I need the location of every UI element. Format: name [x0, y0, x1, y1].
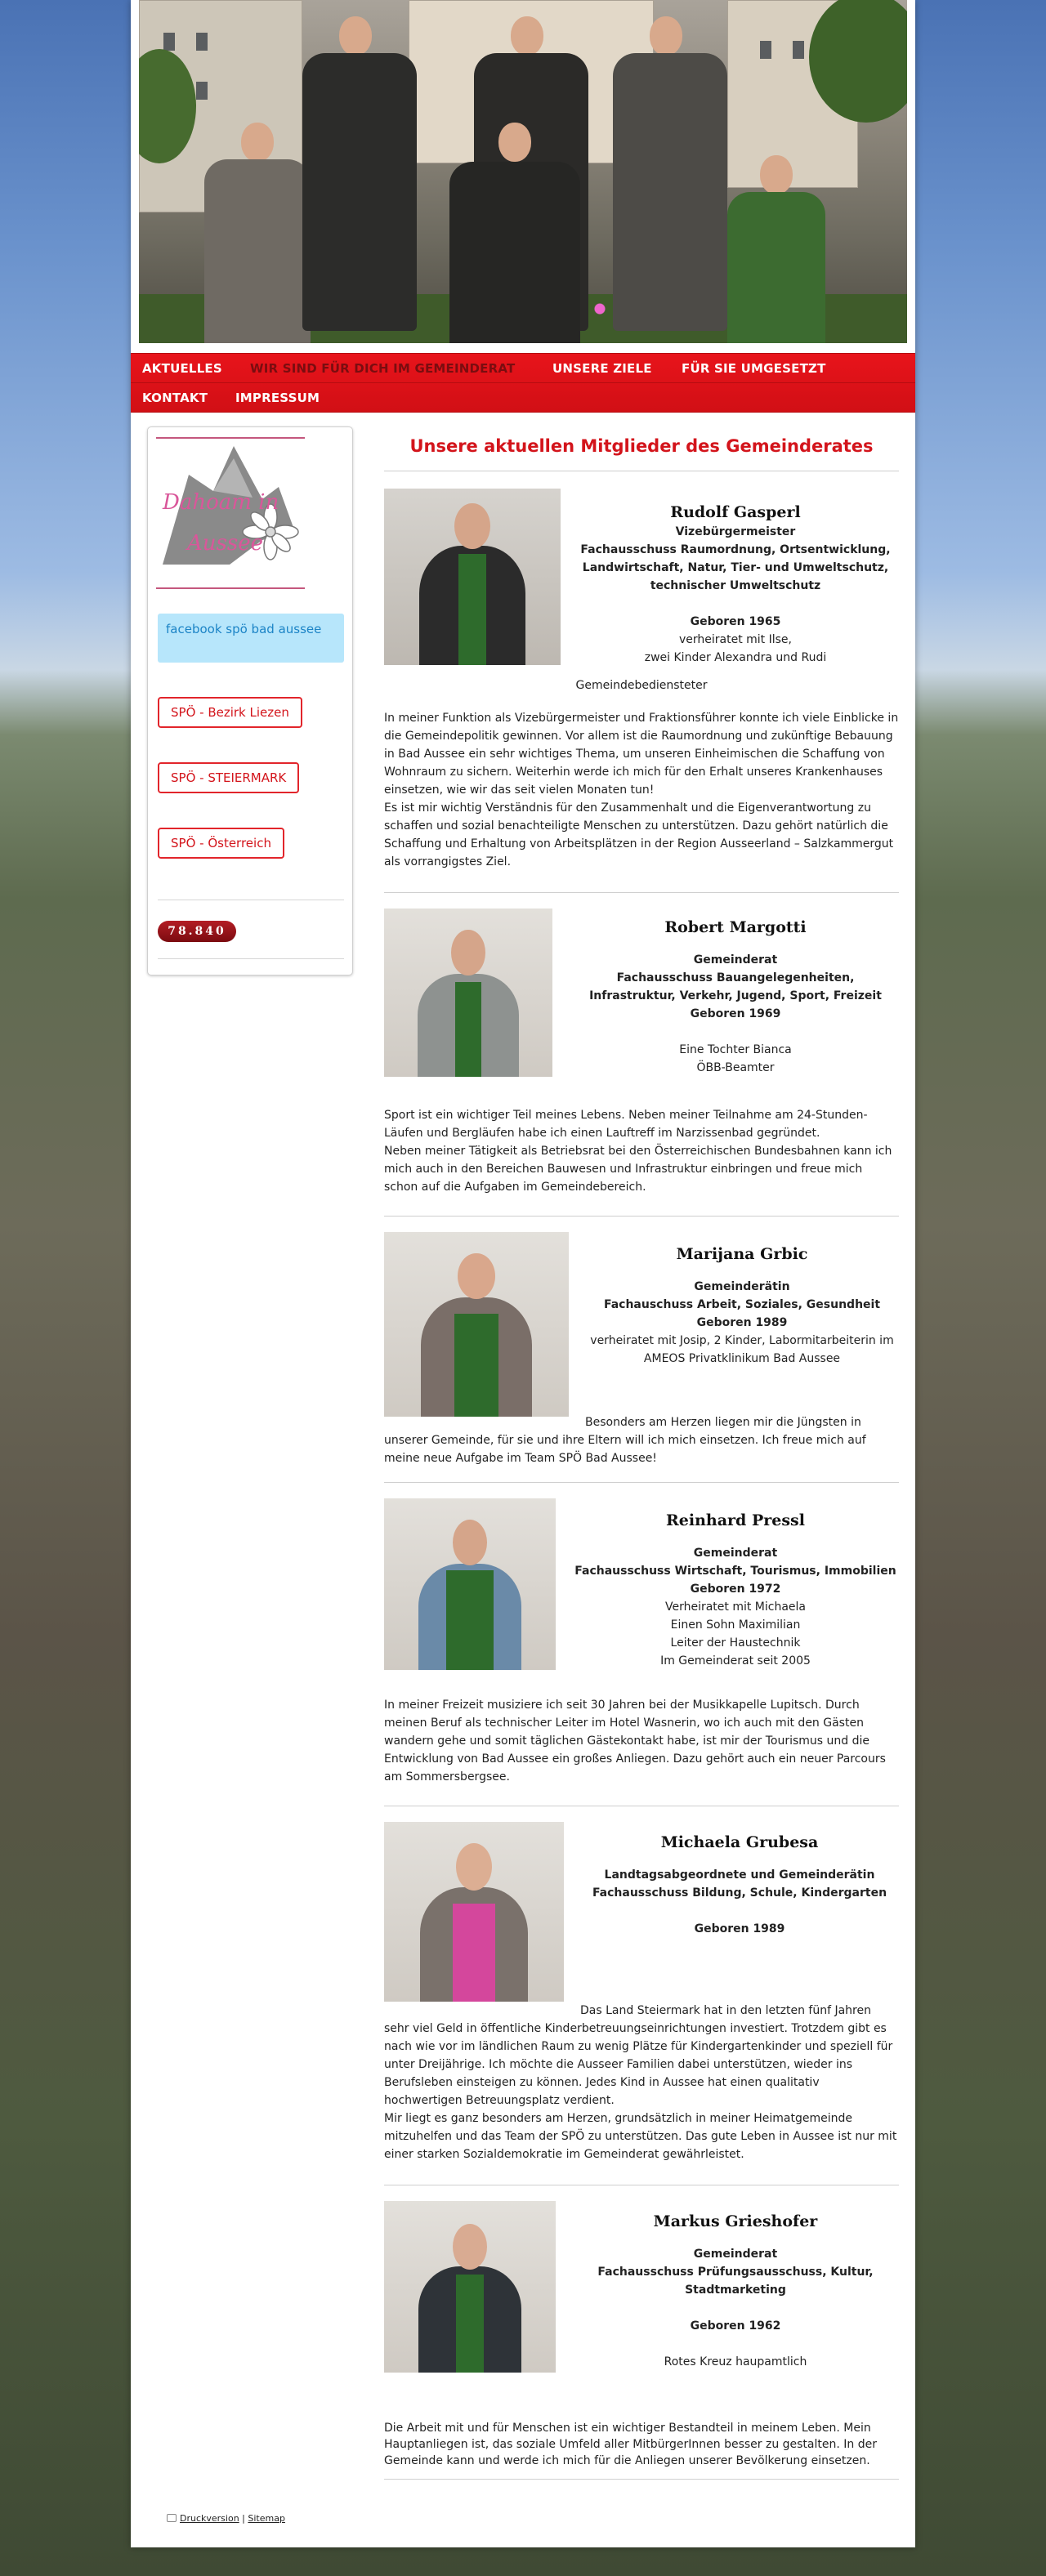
member-born: Geboren 1989 [696, 1316, 788, 1329]
member-paragraph: Besonders am Herzen liegen mir die Jüngsten in unserer Gemeinde, für sie und ihre Eltern will ich mich einsetzen. Ich freue mich auf meine neue Aufgabe im Team SPÖ Bad Aussee! [384, 1416, 866, 1465]
member-photo-marijana-grbic [384, 1232, 569, 1417]
footer-links [167, 2513, 285, 2524]
member-committee: Fachausschuss Prüfungsausschuss, Kultur, Stadtmarketing [597, 2266, 874, 2297]
nav-item-fuer-sie-umgesetzt[interactable]: FÜR SIE UMGESETZT [682, 361, 826, 376]
member-role: Vizebürgermeister [675, 525, 796, 538]
member-detail: Verheiratet mit Michaela [664, 1601, 807, 1614]
member-name: Marijana Grbic [676, 1245, 808, 1263]
facebook-link[interactable]: facebook spö bad aussee [158, 614, 344, 663]
footer-separator: | [242, 2513, 245, 2524]
member-detail: Im Gemeinderat seit 2005 [660, 1654, 811, 1667]
member-name: Reinhard Pressl [666, 1511, 805, 1529]
member-name: Rudolf Gasperl [670, 503, 801, 521]
member-born: Geboren 1965 [690, 615, 781, 628]
member-text-robert-margotti [384, 1106, 899, 1196]
member-role: Landtagsabgeordnete und Gemeinderätin [604, 1868, 875, 1882]
link-spoe-steiermark[interactable]: SPÖ - STEIERMARK [158, 762, 299, 793]
divider [384, 1482, 899, 1483]
member-detail: verheiratet mit Josip, 2 Kinder, Labormitarbeiterin im AMEOS Privatklinikum Bad Aussee [590, 1334, 894, 1365]
nav-row-2 [131, 383, 915, 413]
background-landscape-left [0, 0, 131, 2576]
member-committee: Fachausschuss Bildung, Schule, Kindergarten [592, 1886, 887, 1900]
dahoam-in-aussee-logo[interactable] [156, 435, 305, 583]
sidebar [147, 426, 353, 975]
page-container [131, 0, 915, 2547]
member-detail: Eine Tochter Bianca [679, 1043, 792, 1056]
member-text-michaela-grubesa [384, 2002, 899, 2163]
member-info-reinhard-pressl [572, 1511, 899, 1670]
divider [384, 1216, 899, 1217]
member-detail: ÖBB-Beamter [696, 1061, 775, 1074]
member-detail: Einen Sohn Maximilian [670, 1618, 801, 1632]
member-detail: Rotes Kreuz haupamtlich [664, 2355, 807, 2368]
member-role: Gemeinderat [693, 1547, 778, 1560]
background-landscape-right [915, 0, 1046, 2576]
member-detail: Leiter der Haustechnik [670, 1636, 801, 1650]
member-info-michaela-grubesa [580, 1833, 899, 1938]
member-committee: Fachausschuss Wirtschaft, Tourismus, Immobilien [574, 1565, 896, 1578]
member-name: Markus Grieshofer [653, 2212, 818, 2230]
member-committee: Fachauschuss Arbeit, Soziales, Gesundheit [603, 1298, 881, 1311]
divider [384, 892, 899, 893]
page-title: Unsere aktuellen Mitglieder des Gemeinderates [409, 436, 874, 456]
nav-item-aktuelles[interactable]: AKTUELLES [142, 361, 222, 376]
member-born: Geboren 1969 [690, 1007, 781, 1020]
member-name: Robert Margotti [664, 918, 807, 936]
member-role: Gemeinderat [693, 2248, 778, 2261]
member-committee: Fachausschuss Bauangelegenheiten, Infrastruktur, Verkehr, Jugend, Sport, Freizeit [589, 971, 882, 1002]
member-text-marijana-grbic [384, 1413, 899, 1467]
member-paragraph: Sport ist ein wichtiger Teil meines Lebens. Neben meiner Teilnahme am 24-Stunden-Läufen und Bergläufen habe ich einen Lauftreff im Narzissenbad gegründet. [384, 1109, 868, 1140]
member-paragraph: Mir liegt es ganz besonders am Herzen, grundsätzlich in meiner Heimatgemeinde mitzuhelfen und das Team der SPÖ zu unterstützen. Das gute Leben in Aussee ist nur mit einer starken Sozialdemokratie im Gemeinderat gewährleistet. [384, 2112, 897, 2161]
member-text-reinhard-pressl [384, 1696, 899, 1786]
member-role: Gemeinderat [693, 953, 778, 967]
member-born: Geboren 1962 [690, 2319, 781, 2333]
member-born: Geboren 1972 [690, 1583, 781, 1596]
member-name: Michaela Grubesa [660, 1833, 819, 1851]
svg-text:Dahoam in: Dahoam in [163, 490, 279, 515]
member-paragraph: Neben meiner Tätigkeit als Betriebsrat bei den Österreichischen Bundesbahnen kann ich mich auch in den Bereichen Bauwesen und Infrastruktur einbringen und freue mich schon auf die Aufgaben im Gemeindebereich. [384, 1145, 892, 1194]
member-text-markus-grieshofer [384, 2420, 899, 2469]
member-paragraph: Es ist mir wichtig Verständnis für den Zusammenhalt und die Eigenverantwortung zu schaffen und sozial benachteiligte Menschen zu unterstützen. Dazu gehört natürlich die Schaffung und Erhaltung von Arbeitsplätzen in der Region Ausseerland – Salzkammergut als vorrangigstes Ziel. [384, 801, 894, 868]
member-photo-rudolf-gasperl [384, 489, 561, 665]
member-photo-markus-grieshofer [384, 2201, 556, 2373]
link-spoe-oesterreich[interactable]: SPÖ - Österreich [158, 828, 284, 859]
member-info-robert-margotti [572, 918, 899, 1077]
member-photo-reinhard-pressl [384, 1498, 556, 1670]
nav-item-gemeinderat[interactable]: WIR SIND FÜR DICH IM GEMEINDERAT [250, 361, 516, 376]
sitemap-link[interactable]: Sitemap [248, 2513, 285, 2524]
member-born: Geboren 1989 [694, 1922, 785, 1935]
visitor-counter: 78.840 [158, 921, 236, 942]
member-paragraph: In meiner Freizeit musiziere ich seit 30 Jahren bei der Musikkapelle Lupitsch. Durch meinen Beruf als technischer Leiter im Hotel Wasnerin, wo ich auch mit den Gästen wandern gehe und somit täglichen Gästekontakt habe, ist mir der Tourismus und die Entwicklung von Bad Aussee ein großes Anliegen. Dazu gehört auch ein neuer Parcours am Sommersbergsee. [384, 1699, 886, 1784]
svg-text:Aussee: Aussee [187, 531, 263, 556]
divider [384, 2479, 899, 2480]
member-photo-michaela-grubesa [384, 1822, 564, 2002]
member-text-rudolf-gasperl [384, 709, 899, 871]
main-navigation [131, 353, 915, 412]
member-photo-robert-margotti [384, 909, 552, 1077]
member-info-rudolf-gasperl [572, 503, 899, 667]
nav-item-kontakt[interactable]: KONTAKT [142, 391, 208, 405]
member-occupation: Gemeindebediensteter [575, 679, 708, 692]
member-paragraph: In meiner Funktion als Vizebürgermeister und Fraktionsführer konnte ich viele Einblicke in die Gemeindepolitik gewinnen. Vor allem ist die Raumordnung und zukünftige Bebauung in Bad Aussee ein sehr wichtiges Thema, um unseren Einheimischen die Schaffung von Wohnraum zu sichern. Weiterhin werde ich mich für den Erhalt unseres Krankenhauses einsetzen, wie wir das seit vielen Monaten tun! [384, 712, 899, 797]
member-paragraph: Das Land Steiermark hat in den letzten fünf Jahren sehr viel Geld in öffentliche Kinderbetreuungseinrichtungen investiert. Trotzdem gibt es nach wie vor im ländlichen Raum zu wenig Plätze für Kindergartenkinder und speziell für unter Dreijährige. Ich möchte die Ausseer Familien dabei unterstützen, wieder ins Berufsleben einsteigen zu können. Jedes Kind in Aussee hat einen qualitativ hochwertigen Betreuungsplatz verdient. [384, 2004, 893, 2107]
member-detail: verheiratet mit Ilse, [678, 633, 792, 646]
link-spoe-bezirk-liezen[interactable]: SPÖ - Bezirk Liezen [158, 697, 302, 728]
printer-icon [167, 2514, 177, 2522]
nav-item-impressum[interactable]: IMPRESSUM [235, 391, 320, 405]
member-info-markus-grieshofer [572, 2212, 899, 2371]
member-committee: Fachausschuss Raumordnung, Ortsentwicklung, Landwirtschaft, Natur, Tier- und Umweltschutz, technischer Umweltschutz [580, 543, 891, 592]
print-version-link[interactable]: Druckversion [180, 2513, 239, 2524]
nav-item-unsere-ziele[interactable]: UNSERE ZIELE [552, 361, 652, 376]
member-info-marijana-grbic [585, 1245, 899, 1368]
member-role: Gemeinderätin [694, 1280, 790, 1293]
member-detail: zwei Kinder Alexandra und Rudi [644, 651, 827, 664]
header-group-photo [139, 0, 907, 343]
nav-row-1 [131, 354, 915, 383]
sidebar-divider [158, 958, 344, 959]
member-paragraph: Die Arbeit mit und für Menschen ist ein wichtiger Bestandteil in meinem Leben. Mein Hauptanliegen ist, das soziale Umfeld aller MitbürgerInnen besser zu gestalten. In der Gemeinde kann und werde ich mich für die Anliegen unserer Bevölkerung einsetzen. [384, 2422, 877, 2467]
